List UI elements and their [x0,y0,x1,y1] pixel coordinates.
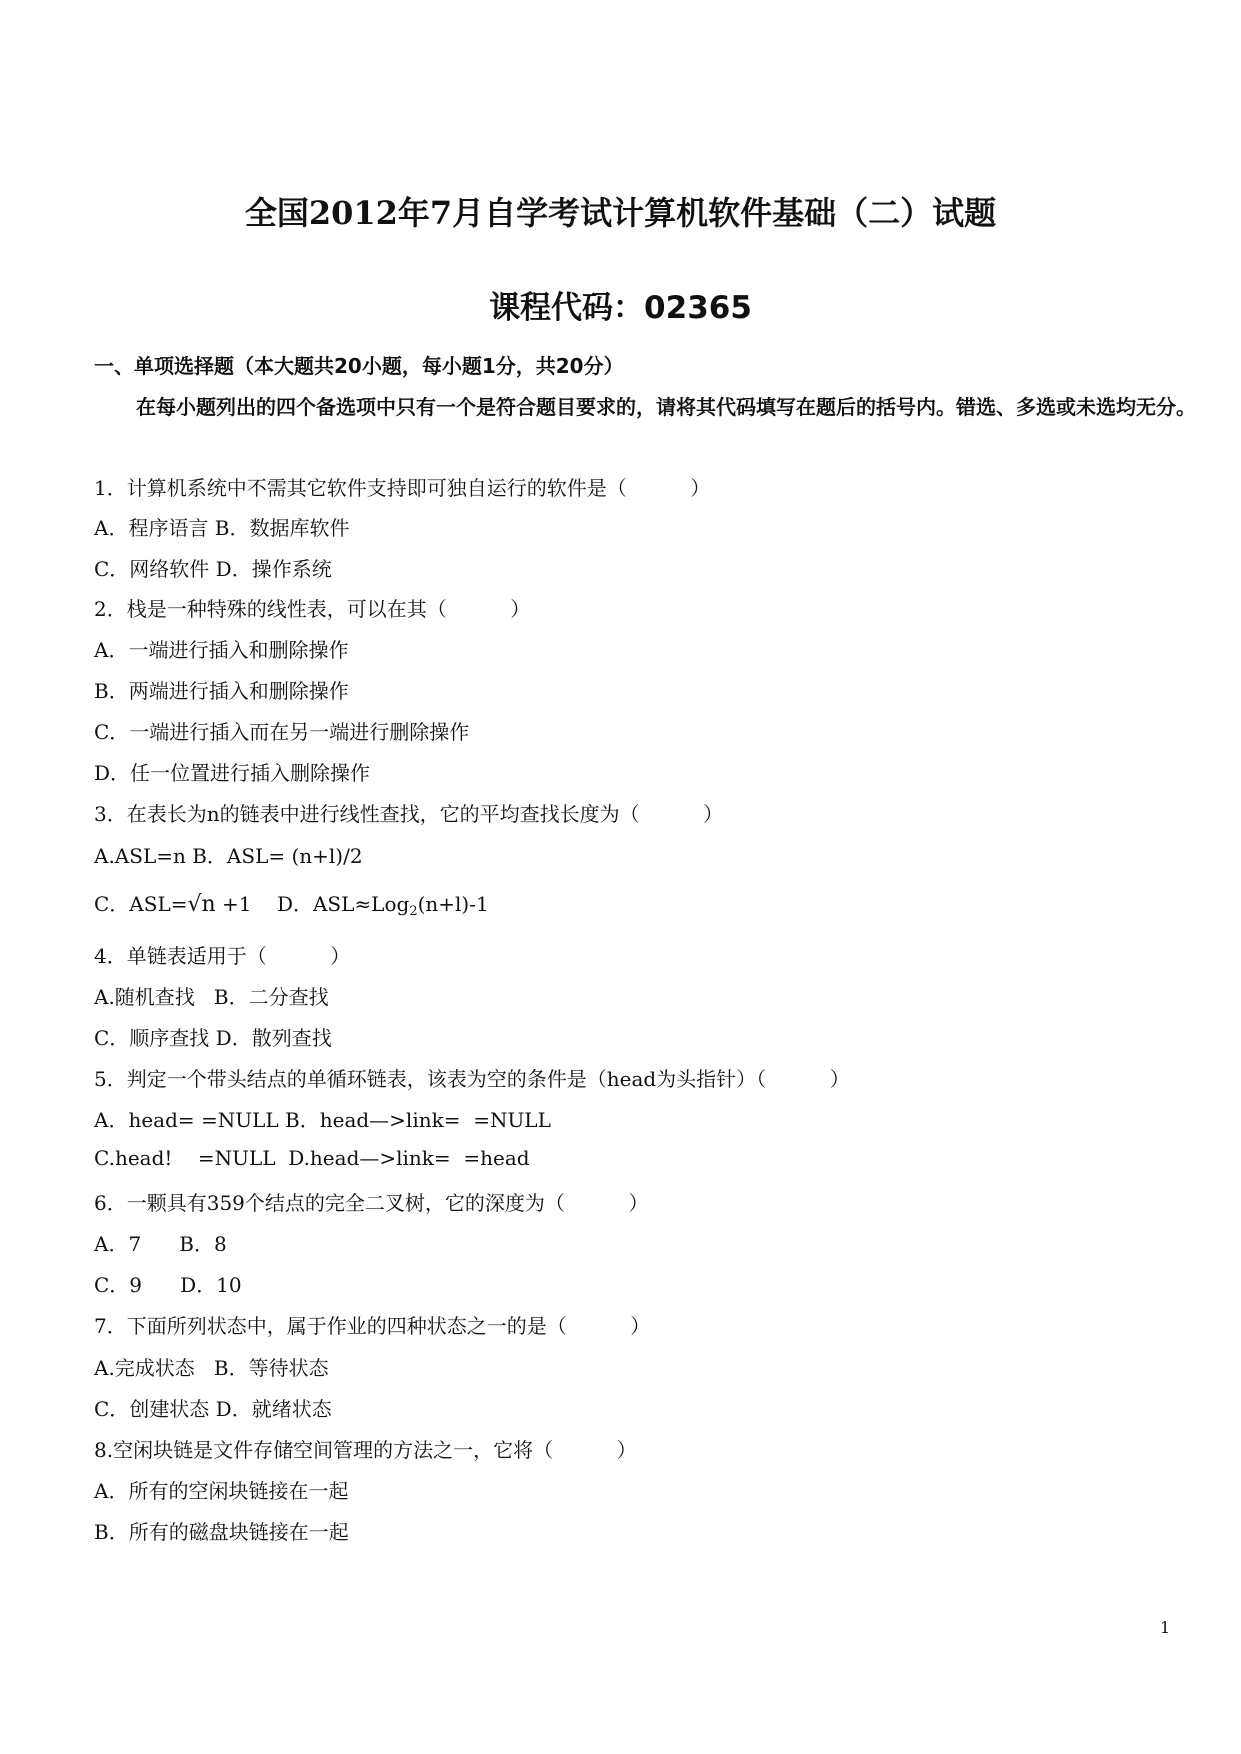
q2-option-c: C．一端进行插入而在另一端进行删除操作 [94,720,470,744]
q4-stem: 4．单链表适用于（ ） [94,944,351,968]
q4-options-cd: C．顺序查找 D．散列查找 [94,1026,332,1050]
section-instructions: 在每小题列出的四个备选项中只有一个是符合题目要求的，请将其代码填写在题后的括号内。错选、多选或未选均无分。 [136,395,1196,419]
q3-option-d-tail: (n+l)-1 [417,892,489,916]
q1-stem: 1．计算机系统中不需其它软件支持即可独自运行的软件是（ ） [94,476,711,500]
q1-options-cd: C．网络软件 D．操作系统 [94,557,332,581]
q3-stem: 3．在表长为n的链表中进行线性查找，它的平均查找长度为（ ） [94,802,724,826]
q2-option-a: A．一端进行插入和删除操作 [94,638,349,662]
q6-options-cd: C．9 D．10 [94,1273,242,1297]
q4-options-ab: A.随机查找 B．二分查找 [94,985,329,1009]
q3-options-ab: A.ASL=n B．ASL= (n+l)/2 [94,844,363,868]
q5-options-cd: C.head! =NULL D.head—>link= =head [94,1146,530,1170]
q7-options-cd: C．创建状态 D．就绪状态 [94,1397,332,1421]
course-code: 课程代码：02365 [489,290,752,326]
page-number: 1 [1160,1618,1171,1637]
q5-stem: 5．判定一个带头结点的单循环链表，该表为空的条件是（head为头指针）（ ） [94,1067,850,1091]
q6-stem: 6．一颗具有359个结点的完全二叉树，它的深度为（ ） [94,1191,649,1215]
q8-option-a: A．所有的空闲块链接在一起 [94,1479,349,1503]
q2-option-d: D．任一位置进行插入删除操作 [94,761,371,785]
section-heading: 一、单项选择题（本大题共20小题，每小题1分，共20分） [94,354,624,378]
q7-options-ab: A.完成状态 B．等待状态 [94,1356,329,1380]
q1-options-ab: A．程序语言 B．数据库软件 [94,516,350,540]
sqrt-n: √n [187,892,216,917]
q3-option-d-text: +1 D．ASL≈Log [215,892,410,916]
q5-options-ab: A．head= =NULL B．head—>link= =NULL [94,1108,551,1132]
q8-option-b: B．所有的磁盘块链接在一起 [94,1520,349,1544]
q6-options-ab: A．7 B．8 [94,1232,227,1256]
q2-stem: 2．栈是一种特殊的线性表，可以在其（ ） [94,597,531,621]
q8-stem: 8.空闲块链是文件存储空间管理的方法之一，它将（ ） [94,1438,637,1462]
log-base: 2 [409,904,418,919]
q3-options-cd [94,888,489,919]
q3-option-c-prefix: C．ASL= [94,892,188,916]
q2-option-b: B．两端进行插入和删除操作 [94,679,349,703]
exam-title: 全国2012年7月自学考试计算机软件基础（二）试题 [244,194,997,232]
q7-stem: 7．下面所列状态中，属于作业的四种状态之一的是（ ） [94,1314,651,1338]
